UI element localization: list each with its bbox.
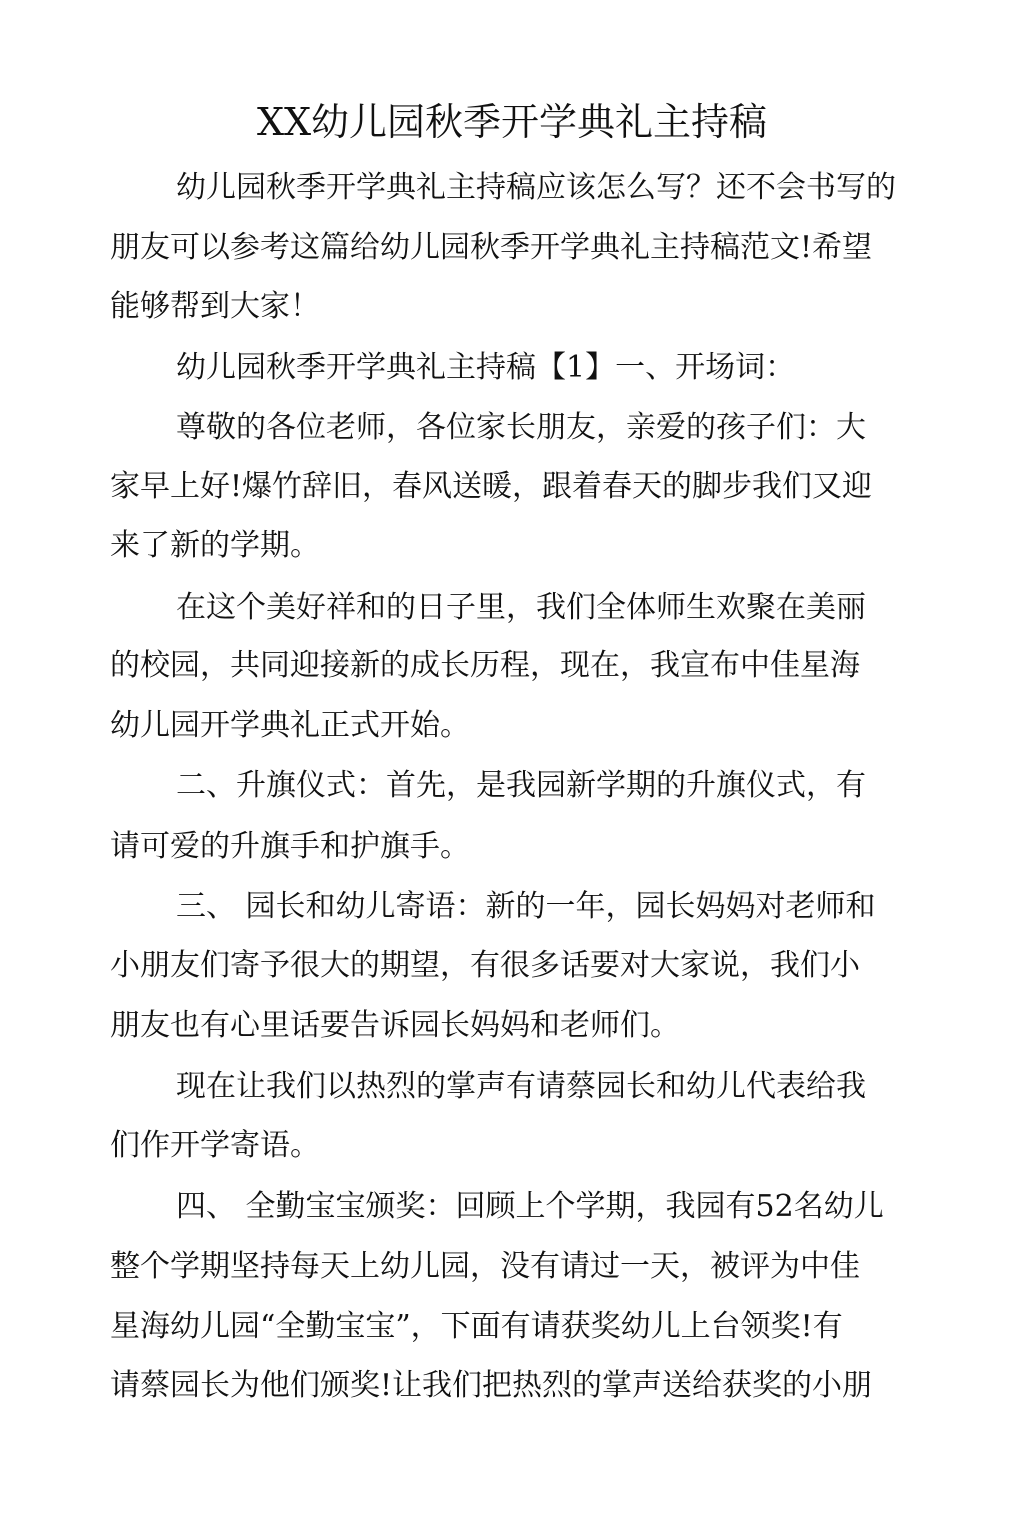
paragraph-line: 请可爱的升旗手和护旗手。 [110, 829, 470, 864]
paragraph-line: 三、 园长和幼儿寄语：新的一年，园长妈妈对老师和 [176, 889, 876, 924]
paragraph-line: 家早上好!爆竹辞旧，春风送暖，跟着春天的脚步我们又迎 [110, 469, 873, 504]
paragraph-line: 尊敬的各位老师，各位家长朋友，亲爱的孩子们：大 [176, 410, 866, 445]
paragraph-line: 四、 全勤宝宝颁奖：回顾上个学期，我园有52名幼儿 [176, 1189, 884, 1224]
paragraph-line: 朋友也有心里话要告诉园长妈妈和老师们。 [110, 1008, 680, 1043]
paragraph-line: 来了新的学期。 [110, 528, 320, 563]
paragraph-line: 现在让我们以热烈的掌声有请蔡园长和幼儿代表给我 [176, 1069, 866, 1104]
paragraph-line: 的校园，共同迎接新的成长历程，现在，我宣布中佳星海 [110, 648, 860, 683]
paragraph-line: 朋友可以参考这篇给幼儿园秋季开学典礼主持稿范文!希望 [110, 230, 873, 265]
paragraph-line: 小朋友们寄予很大的期望，有很多话要对大家说，我们小 [110, 948, 860, 983]
paragraph-line: 星海幼儿园“全勤宝宝”，下面有请获奖幼儿上台领奖!有 [110, 1309, 843, 1344]
document-title: XX幼儿园秋季开学典礼主持稿 [256, 100, 768, 144]
paragraph-line: 二、升旗仪式：首先，是我园新学期的升旗仪式，有 [176, 768, 866, 803]
paragraph-line: 幼儿园秋季开学典礼主持稿应该怎么写？还不会书写的 [176, 170, 896, 205]
paragraph-line: 幼儿园开学典礼正式开始。 [110, 708, 470, 743]
paragraph-line: 们作开学寄语。 [110, 1128, 320, 1163]
paragraph-line: 整个学期坚持每天上幼儿园，没有请过一天，被评为中佳 [110, 1249, 860, 1284]
paragraph-line: 在这个美好祥和的日子里，我们全体师生欢聚在美丽 [176, 590, 866, 625]
paragraph-line: 能够帮到大家！ [110, 289, 320, 324]
paragraph-line: 请蔡园长为他们颁奖!让我们把热烈的掌声送给获奖的小朋 [110, 1368, 873, 1403]
paragraph-line: 幼儿园秋季开学典礼主持稿【1】一、开场词： [176, 350, 796, 385]
